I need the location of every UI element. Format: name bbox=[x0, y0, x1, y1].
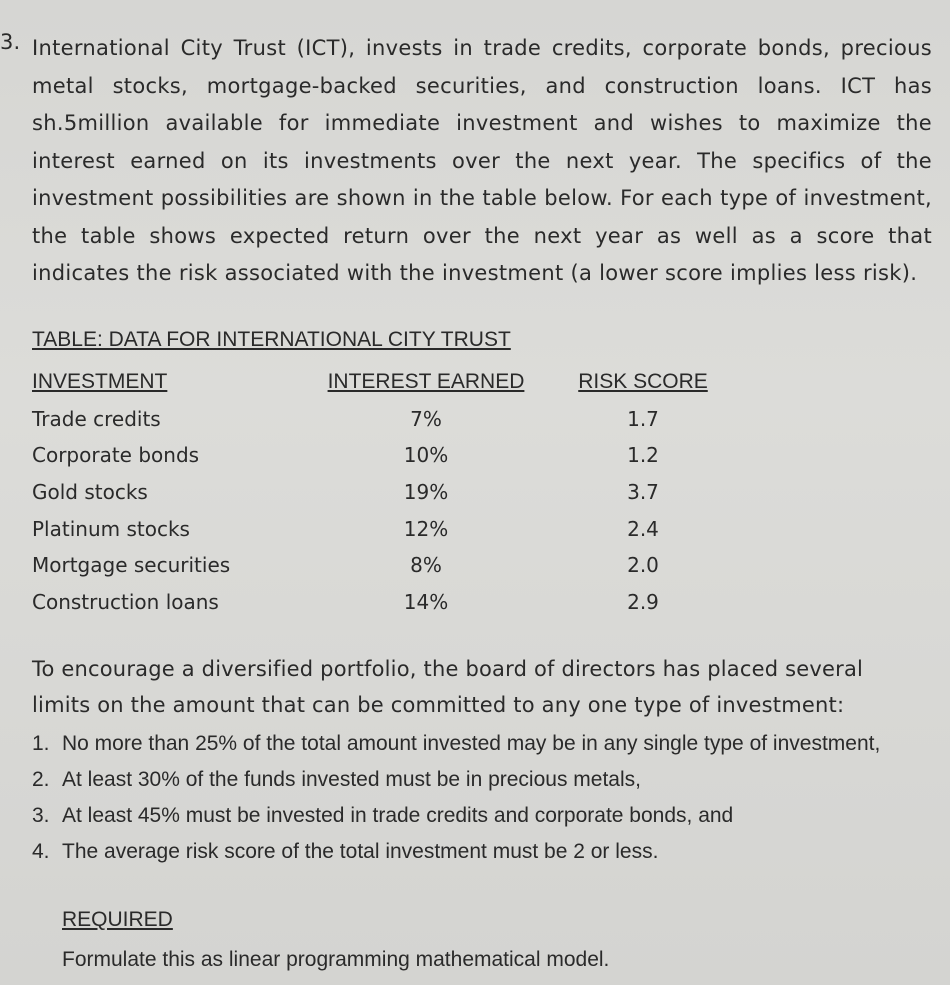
cell-investment: Construction loans bbox=[32, 589, 219, 614]
list-item bbox=[32, 798, 927, 834]
cell-risk: 2.0 bbox=[627, 553, 659, 578]
list-item-number: 3. bbox=[32, 804, 50, 827]
list-item bbox=[32, 726, 927, 762]
cell-interest: 10% bbox=[403, 443, 449, 468]
cell-risk: 3.7 bbox=[627, 480, 659, 505]
table-title: TABLE: DATA FOR INTERNATIONAL CITY TRUST bbox=[32, 328, 511, 351]
cell-risk: 2.9 bbox=[627, 589, 659, 614]
limits-lead: To encourage a diversified portfolio, the board of directors has placed several limits on the amount that can be committed to any one type of investment: bbox=[32, 657, 864, 717]
table-header-row bbox=[32, 364, 734, 401]
table-row bbox=[32, 584, 734, 621]
required-heading: REQUIRED bbox=[62, 908, 173, 931]
cell-investment: Trade credits bbox=[32, 406, 161, 431]
table-row bbox=[32, 547, 734, 584]
cell-risk: 2.4 bbox=[627, 516, 659, 541]
question-number: 3. bbox=[0, 30, 21, 54]
investment-table bbox=[32, 364, 734, 620]
list-item bbox=[32, 834, 927, 870]
cell-interest: 14% bbox=[403, 589, 449, 614]
cell-investment: Gold stocks bbox=[32, 480, 148, 505]
limits-list bbox=[32, 726, 927, 870]
list-item-number: 2. bbox=[32, 768, 50, 791]
table-row bbox=[32, 437, 734, 474]
cell-risk: 1.2 bbox=[627, 443, 659, 468]
cell-investment: Platinum stocks bbox=[32, 516, 190, 541]
header-investment: INVESTMENT bbox=[32, 370, 168, 394]
header-risk-score: RISK SCORE bbox=[578, 370, 708, 394]
list-item-number: 1. bbox=[32, 732, 50, 755]
list-item-text: No more than 25% of the total amount invested may be in any single type of investment, bbox=[62, 732, 881, 755]
list-item bbox=[32, 762, 927, 798]
list-item-text: At least 30% of the funds invested must be in precious metals, bbox=[62, 768, 641, 791]
table-row bbox=[32, 474, 734, 511]
header-interest-earned: INTEREST EARNED bbox=[327, 370, 525, 394]
table-row bbox=[32, 401, 734, 438]
cell-investment: Mortgage securities bbox=[32, 553, 231, 578]
cell-interest: 12% bbox=[403, 516, 449, 541]
table-row bbox=[32, 510, 734, 547]
required-text: Formulate this as linear programming mathematical model. bbox=[62, 948, 610, 971]
list-item-text: The average risk score of the total investment must be 2 or less. bbox=[62, 840, 659, 863]
cell-interest: 8% bbox=[410, 553, 442, 578]
cell-risk: 1.7 bbox=[627, 406, 659, 431]
cell-interest: 19% bbox=[403, 480, 449, 505]
cell-investment: Corporate bonds bbox=[32, 443, 200, 468]
list-item-number: 4. bbox=[32, 840, 50, 863]
list-item-text: At least 45% must be invested in trade credits and corporate bonds, and bbox=[62, 804, 734, 827]
cell-interest: 7% bbox=[410, 406, 442, 431]
question-intro: International City Trust (ICT), invests in trade credits, corporate bonds, precious metal stocks, mortgage-backed securities, and construction loans. ICT has sh.5million available for immediate investment and wishes to maximize the interest earned on its investments over the next year. The specifics of the investment possibilities are shown in the table below. For each type of investment, the table shows expected return over the next year as well as a score that indicates the risk associated with the investment (a lower score implies less risk). bbox=[32, 36, 932, 285]
